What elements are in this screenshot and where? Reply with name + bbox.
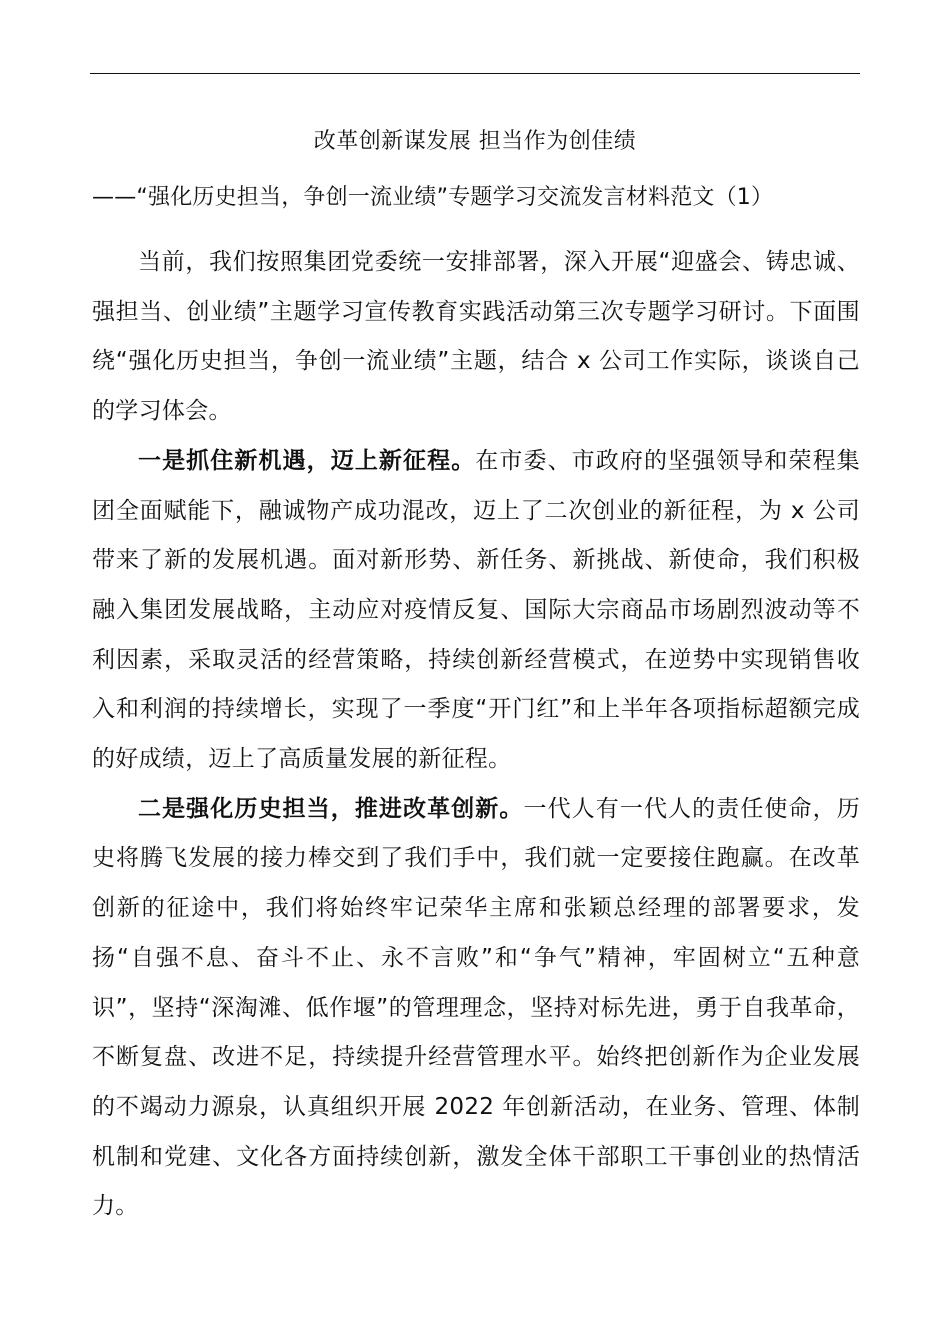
paragraph-point-one-text: 在市委、市政府的坚强领导和荣程集团全面赋能下，融诚物产成功混改，迈上了二次创业的新征程，为 x 公司带来了新的发展机遇。面对新形势、新任务、新挑战、新使命，我们积极融入集团发展战略，主动应对疫情反复、国际大宗商品市场剧烈波动等不利因素，采取灵活的经营策略，持续创新经营模式，在逆势中实现销售收入和利润的持续增长，实现了一季度“开门红”和上半年各项指标超额完成的好成绩，迈上了高质量发展的新征程。 bbox=[92, 447, 860, 773]
document-subtitle: ——“强化历史担当，争创一流业绩”专题学习交流发言材料范文（1） bbox=[92, 185, 774, 210]
paragraph-intro bbox=[92, 238, 860, 437]
paragraph-point-one-heading: 一是抓住新机遇，迈上新征程。 bbox=[138, 447, 476, 474]
paragraph-point-two bbox=[92, 785, 860, 1232]
document-title: 改革创新谋发展 担当作为创佳绩 bbox=[313, 129, 637, 154]
paragraph-point-two-text: 一代人有一代人的责任使命，历史将腾飞发展的接力棒交到了我们手中，我们就一定要接住跑赢。在改革创新的征途中，我们将始终牢记荣华主席和张颖总经理的部署要求，发扬“自强不息、奋斗不止、永不言败”和“争气”精神，牢固树立“五种意识”，坚持“深淘滩、低作堰”的管理理念，坚持对标先进，勇于自我革命，不断复盘、改进不足，持续提升经营管理水平。始终把创新作为企业发展的不竭动力源泉，认真组织开展 2022 年创新活动，在业务、管理、体制机制和党建、文化各方面持续创新，激发全体干部职工干事创业的热情活力。 bbox=[92, 795, 860, 1220]
header-rule bbox=[90, 73, 860, 74]
document-body bbox=[92, 238, 860, 1232]
paragraph-point-one bbox=[92, 437, 860, 785]
paragraph-point-two-heading: 二是强化历史担当，推进改革创新。 bbox=[138, 795, 524, 822]
paragraph-intro-text: 当前，我们按照集团党委统一安排部署，深入开展“迎盛会、铸忠诚、强担当、创业绩”主题学习宣传教育实践活动第三次专题学习研讨。下面围绕“强化历史担当，争创一流业绩”主题，结合 x 公司工作实际，谈谈自己的学习体会。 bbox=[92, 249, 860, 425]
